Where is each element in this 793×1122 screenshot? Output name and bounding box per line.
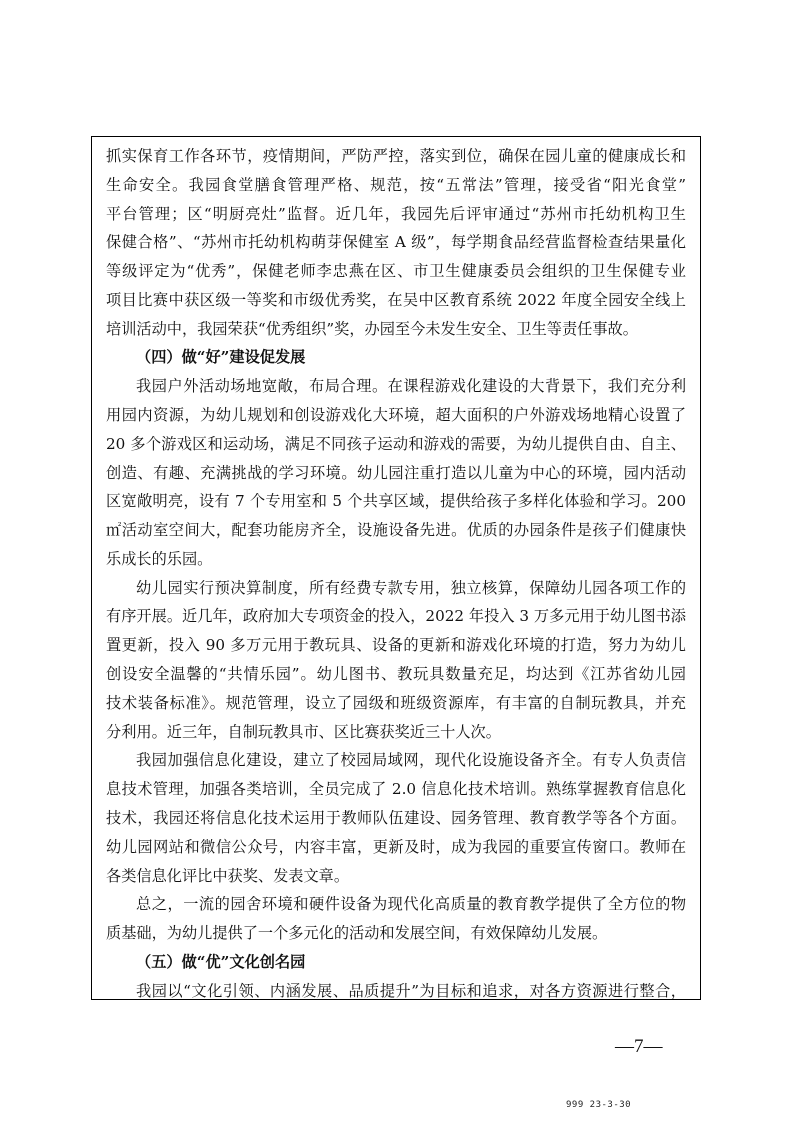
text-line: 我园加强信息化建设，建立了校园局域网，现代化设施设备齐全。有专人负责信 — [136, 751, 686, 770]
text-line: 分利用。近三年，自制玩教具市、区比赛获奖近三十人次。 — [106, 722, 501, 741]
text-line: 项目比赛中获区级一等奖和市级优秀奖，在吴中区教育系统 2022 年度全园安全线上 — [106, 290, 686, 309]
section-heading: （五）做“优”文化创名园 — [136, 952, 306, 971]
text-line: 20 多个游戏区和运动场，满足不同孩子运动和游戏的需要，为幼儿提供自由、自主、 — [106, 434, 686, 453]
text-line: 用园内资源，为幼儿规划和创设游戏化大环境，超大面积的户外游戏场地精心设置了 — [106, 406, 686, 425]
text-line: 各类信息化评比中获奖、发表文章。 — [106, 866, 349, 885]
text-line: 生命安全。我园食堂膳食管理严格、规范，按“五常法”管理，接受省“阳光食堂” — [106, 175, 686, 194]
text-line: 我园以“文化引领、内涵发展、品质提升”为目标和追求，对各方资源进行整合， — [136, 981, 686, 1000]
text-line: 乐成长的乐园。 — [106, 549, 213, 568]
text-line: 培训活动中，我园荣获“优秀组织”奖，办园至今未发生安全、卫生等责任事故。 — [106, 319, 638, 338]
section-heading: （四）做“好”建设促发展 — [136, 348, 306, 367]
text-line: 有序开展。近几年，政府加大专项资金的投入，2022 年投入 3 万多元用于幼儿图书添 — [106, 607, 686, 626]
text-line: 区宽敞明亮，设有 7 个专用室和 5 个共享区域，提供给孩子多样化体验和学习。200 — [106, 492, 686, 511]
text-line: 等级评定为“优秀”，保健老师李忠燕在区、市卫生健康委员会组织的卫生保健专业 — [106, 262, 686, 281]
text-line: 置更新，投入 90 多万元用于教玩具、设备的更新和游戏化环境的打造，努力为幼儿 — [106, 636, 686, 655]
text-line: 技术装备标准》。规范管理，设立了园级和班级资源库，有丰富的自制玩教具，并充 — [106, 693, 686, 712]
text-line: 质基础，为幼儿提供了一个多元化的活动和发展空间，有效保障幼儿发展。 — [106, 924, 608, 943]
text-line: 总之，一流的园舍环境和硬件设备为现代化高质量的教育教学提供了全方位的物 — [136, 895, 686, 914]
text-line: 创造、有趣、充满挑战的学习环境。幼儿园注重打造以儿童为中心的环境，园内活动 — [106, 463, 686, 482]
text-line: 抓实保育工作各环节，疫情期间，严防严控，落实到位，确保在园儿童的健康成长和 — [106, 147, 686, 165]
text-line: 我园户外活动场地宽敞，布局合理。在课程游戏化建设的大背景下，我们充分利 — [136, 377, 686, 396]
text-line: 息技术管理，加强各类培训，全员完成了 2.0 信息化技术培训。熟练掌握教育信息化 — [106, 780, 686, 799]
print-stamp: 999 23-3-30 — [566, 1100, 632, 1110]
text-line: 平台管理；区“明厨亮灶”监督。近几年，我园先后评审通过“苏州市托幼机构卫生 — [106, 204, 686, 223]
page-number: —7— — [615, 1036, 663, 1057]
text-line: ㎡活动室空间大，配套功能房齐全，设施设备先进。优质的办园条件是孩子们健康快 — [106, 521, 686, 540]
text-line: 创设安全温馨的“共情乐园”。幼儿图书、教玩具数量充足，均达到《江苏省幼儿园 — [106, 665, 686, 684]
content-frame — [91, 136, 701, 1000]
text-line: 幼儿园网站和微信公众号，内容丰富，更新及时，成为我园的重要宣传窗口。教师在 — [106, 837, 686, 856]
text-line: 保健合格”、“苏州市托幼机构萌芽保健室 A 级”，每学期食品经营监督检查结果量化 — [106, 233, 686, 252]
text-line: 技术，我园还将信息化技术运用于教师队伍建设、园务管理、教育教学等各个方面。 — [106, 808, 686, 827]
text-line: 幼儿园实行预决算制度，所有经费专款专用，独立核算，保障幼儿园各项工作的 — [136, 578, 686, 597]
